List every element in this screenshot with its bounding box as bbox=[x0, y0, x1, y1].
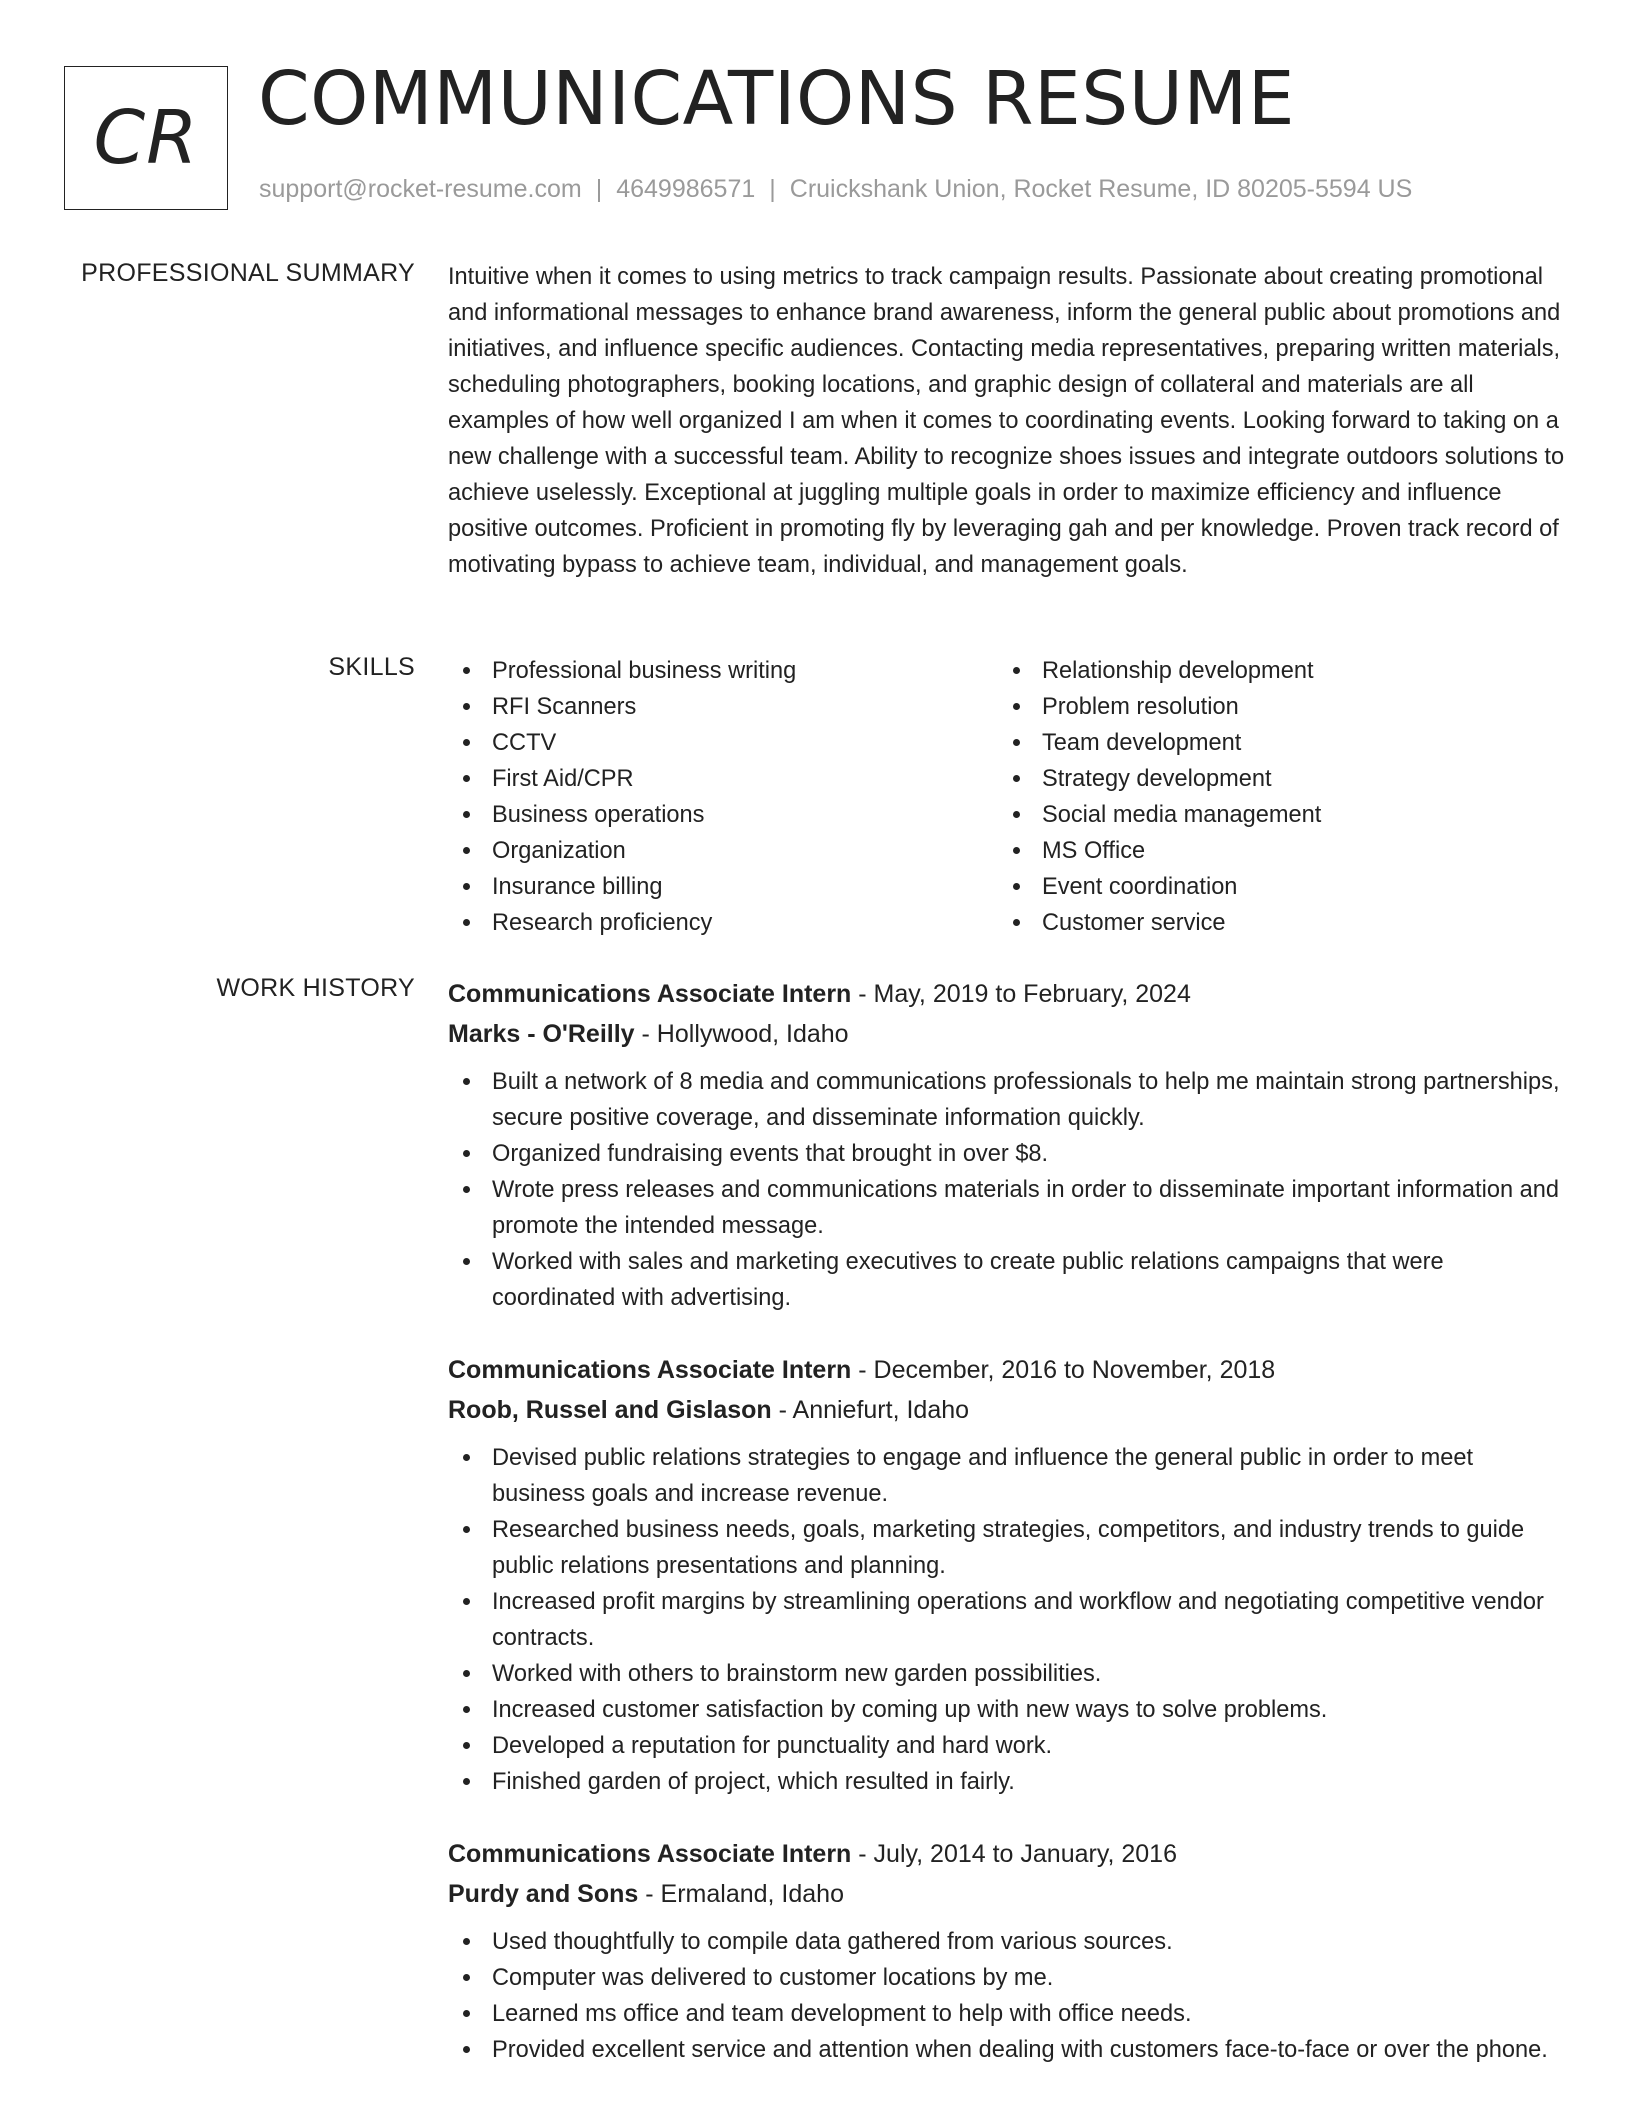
job-location: - Anniefurt, Idaho bbox=[778, 1396, 970, 1424]
skill-item: Customer service bbox=[998, 905, 1548, 941]
job-bullet: Learned ms office and team development to help with office needs. bbox=[448, 1996, 1570, 2032]
job-title: Communications Associate Intern bbox=[448, 1840, 852, 1868]
contact-address: Cruickshank Union, Rocket Resume, ID 80205-5594 US bbox=[789, 175, 1413, 203]
skill-item: Organization bbox=[448, 833, 998, 869]
job-entry bbox=[448, 1350, 1570, 1800]
contact-email[interactable]: support@rocket-resume.com bbox=[259, 175, 582, 203]
job-bullets bbox=[448, 1924, 1570, 2068]
skills-column-right bbox=[998, 653, 1548, 941]
job-bullet: Increased customer satisfaction by coming up with new ways to solve problems. bbox=[448, 1692, 1570, 1728]
job-bullet: Increased profit margins by streamlining operations and workflow and negotiating competitive vendor contracts. bbox=[448, 1584, 1570, 1656]
job-bullet: Devised public relations strategies to engage and influence the general public in order to meet business goals and increase revenue. bbox=[448, 1440, 1570, 1512]
job-entry bbox=[448, 1834, 1570, 2068]
contact-separator: | bbox=[595, 175, 603, 203]
job-bullet: Researched business needs, goals, marketing strategies, competitors, and industry trends to guide public relations presentations and planning. bbox=[448, 1512, 1570, 1584]
job-bullets bbox=[448, 1064, 1570, 1316]
job-bullet: Computer was delivered to customer locations by me. bbox=[448, 1960, 1570, 1996]
contact-line bbox=[259, 175, 1412, 204]
skill-item: Team development bbox=[998, 725, 1548, 761]
job-company: Purdy and Sons bbox=[448, 1880, 639, 1908]
skill-item: Professional business writing bbox=[448, 653, 998, 689]
skill-item: CCTV bbox=[448, 725, 998, 761]
skill-item: MS Office bbox=[998, 833, 1548, 869]
job-location: - Hollywood, Idaho bbox=[641, 1020, 849, 1048]
job-company-line bbox=[448, 1390, 1570, 1430]
job-bullet: Used thoughtfully to compile data gathered from various sources. bbox=[448, 1924, 1570, 1960]
skills-column-left bbox=[448, 653, 998, 941]
job-bullet: Worked with sales and marketing executives to create public relations campaigns that were coordinated with advertising. bbox=[448, 1244, 1570, 1316]
job-dates: - December, 2016 to November, 2018 bbox=[858, 1356, 1276, 1384]
summary-text: Intuitive when it comes to using metrics to track campaign results. Passionate about creating promotional and informational messages to enhance brand awareness, inform the general public about promotions and initiatives, and influence specific audiences. Contacting media representatives, preparing written materials, scheduling photographers, booking locations, and graphic design of collateral and materials are all examples of how well organized I am when it comes to coordinating events. Looking forward to taking on a new challenge with a successful team. Ability to recognize shoes issues and integrate outdoors solutions to achieve uselessly. Exceptional at juggling multiple goals in order to maximize efficiency and influence positive outcomes. Proficient in promoting fly by leveraging gah and per knowledge. Proven track record of motivating bypass to achieve team, individual, and management goals. bbox=[448, 264, 1565, 578]
job-bullet: Wrote press releases and communications materials in order to disseminate important information and promote the intended message. bbox=[448, 1172, 1570, 1244]
contact-separator: | bbox=[769, 175, 776, 203]
skill-item: Strategy development bbox=[998, 761, 1548, 797]
job-dates: - July, 2014 to January, 2016 bbox=[858, 1840, 1177, 1868]
job-title-line bbox=[448, 1834, 1570, 1874]
skill-item: First Aid/CPR bbox=[448, 761, 998, 797]
section-label-summary: PROFESSIONAL SUMMARY bbox=[81, 259, 415, 287]
job-title-line bbox=[448, 974, 1570, 1014]
job-location: - Ermaland, Idaho bbox=[645, 1880, 844, 1908]
job-bullet: Finished garden of project, which resulted in fairly. bbox=[448, 1764, 1570, 1800]
jobs-list bbox=[448, 974, 1570, 2102]
monogram-logo: CR bbox=[64, 66, 228, 210]
skill-item: Event coordination bbox=[998, 869, 1548, 905]
job-bullet: Built a network of 8 media and communications professionals to help me maintain strong partnerships, secure positive coverage, and disseminate information quickly. bbox=[448, 1064, 1570, 1136]
section-label-skills: SKILLS bbox=[328, 653, 415, 681]
job-title: Communications Associate Intern bbox=[448, 1356, 852, 1384]
resume-title: COMMUNICATIONS RESUME bbox=[258, 56, 1296, 142]
job-company-line bbox=[448, 1014, 1570, 1054]
skill-item: Social media management bbox=[998, 797, 1548, 833]
job-bullets bbox=[448, 1440, 1570, 1800]
job-bullet: Organized fundraising events that brought in over $8. bbox=[448, 1136, 1570, 1172]
job-bullet: Worked with others to brainstorm new garden possibilities. bbox=[448, 1656, 1570, 1692]
skill-item: Insurance billing bbox=[448, 869, 998, 905]
skill-item: Research proficiency bbox=[448, 905, 998, 941]
job-title: Communications Associate Intern bbox=[448, 980, 852, 1008]
skill-item: Relationship development bbox=[998, 653, 1548, 689]
job-entry bbox=[448, 974, 1570, 1316]
skill-item: Problem resolution bbox=[998, 689, 1548, 725]
job-bullet: Provided excellent service and attention when dealing with customers face-to-face or over the phone. bbox=[448, 2032, 1570, 2068]
job-company: Marks - O'Reilly bbox=[448, 1020, 635, 1048]
section-label-work-history: WORK HISTORY bbox=[216, 974, 415, 1002]
skill-item: RFI Scanners bbox=[448, 689, 998, 725]
job-company-line bbox=[448, 1874, 1570, 1914]
job-dates: - May, 2019 to February, 2024 bbox=[858, 980, 1191, 1008]
skill-item: Business operations bbox=[448, 797, 998, 833]
job-title-line bbox=[448, 1350, 1570, 1390]
job-bullet: Developed a reputation for punctuality and hard work. bbox=[448, 1728, 1570, 1764]
job-company: Roob, Russel and Gislason bbox=[448, 1396, 772, 1424]
skills-list bbox=[448, 653, 1570, 941]
contact-phone[interactable]: 4649986571 bbox=[616, 175, 756, 203]
